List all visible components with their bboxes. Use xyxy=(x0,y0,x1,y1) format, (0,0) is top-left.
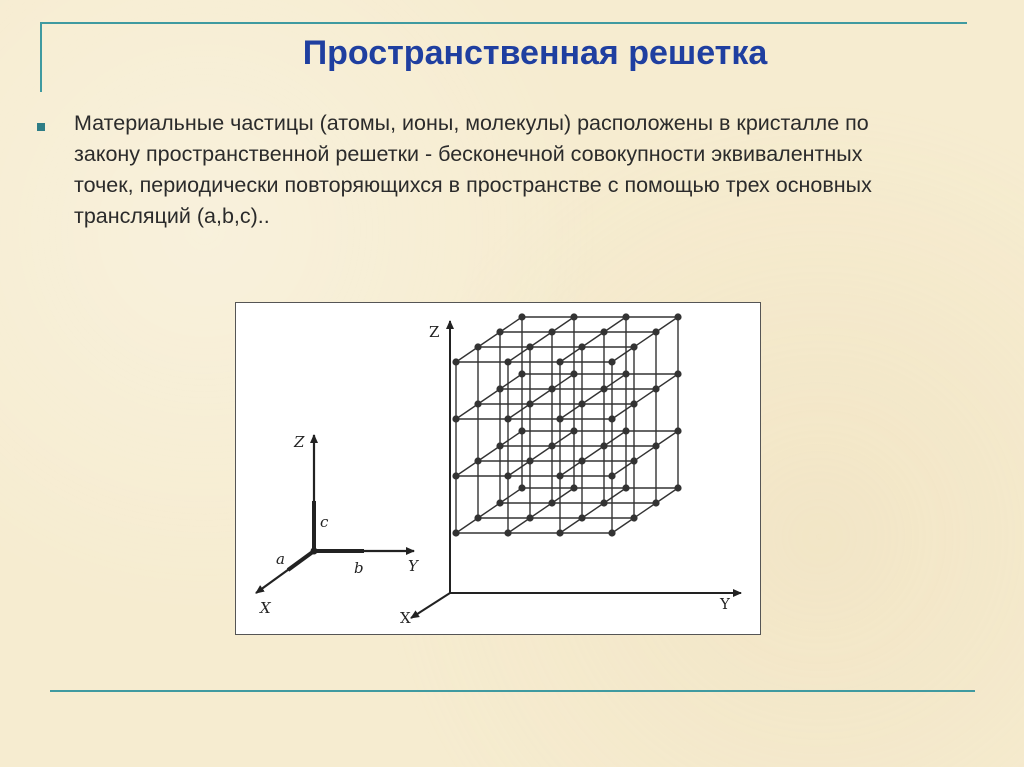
lattice-node xyxy=(548,499,555,506)
lattice-bond xyxy=(508,347,530,362)
lattice-node xyxy=(630,400,637,407)
lattice-node xyxy=(578,343,585,350)
lattice-node xyxy=(496,442,503,449)
lattice-bond xyxy=(500,374,522,389)
lattice-axes xyxy=(411,321,741,618)
lattice-node xyxy=(600,385,607,392)
bullet-square-icon xyxy=(37,123,45,131)
lattice-node xyxy=(556,472,563,479)
lattice-node xyxy=(548,328,555,335)
lattice-bond xyxy=(604,374,626,389)
lattice-node xyxy=(518,370,525,377)
basis-c-label: c xyxy=(320,513,329,531)
lattice-bond xyxy=(508,518,530,533)
lattice-node xyxy=(496,328,503,335)
a-vector xyxy=(288,551,314,570)
lattice-bond xyxy=(582,389,604,404)
lattice-bond xyxy=(478,389,500,404)
origin-point xyxy=(311,548,318,555)
lattice-node xyxy=(452,529,459,536)
lattice-node xyxy=(474,457,481,464)
lattice-bond xyxy=(560,347,582,362)
lattice-node xyxy=(630,514,637,521)
lattice-bond xyxy=(604,431,626,446)
basis-x-label: X xyxy=(260,599,271,617)
lattice-node xyxy=(570,427,577,434)
basis-y-label: Y xyxy=(408,557,418,575)
lattice-node xyxy=(504,529,511,536)
lattice-bond xyxy=(656,431,678,446)
lattice-node xyxy=(474,400,481,407)
lattice-bond xyxy=(456,518,478,533)
lattice-bond xyxy=(634,332,656,347)
lattice-node xyxy=(622,484,629,491)
lattice-bond xyxy=(508,461,530,476)
lattice-figure xyxy=(235,302,761,635)
lattice-node xyxy=(548,385,555,392)
lattice-bond xyxy=(612,404,634,419)
lattice-bond xyxy=(552,431,574,446)
lattice-node xyxy=(526,343,533,350)
lattice-node xyxy=(474,343,481,350)
lattice-bond xyxy=(612,461,634,476)
lattice-node xyxy=(526,400,533,407)
lattice-node xyxy=(578,457,585,464)
lattice-bond xyxy=(530,503,552,518)
lattice-grid xyxy=(452,313,681,536)
lattice-node xyxy=(674,427,681,434)
lattice-bond xyxy=(560,404,582,419)
lattice-node xyxy=(608,415,615,422)
lattice-node xyxy=(474,514,481,521)
lattice-bond xyxy=(582,446,604,461)
lattice-node xyxy=(674,484,681,491)
lattice-bond xyxy=(530,389,552,404)
lattice-bond xyxy=(560,518,582,533)
lattice-node xyxy=(504,415,511,422)
lattice-node xyxy=(556,358,563,365)
lattice-node xyxy=(674,370,681,377)
slide-paragraph: Материальные частицы (атомы, ионы, молекулы) расположены в кристалле по закону пространственной решетки - бесконечной совокупности эквивалентных точек, периодически повторяющихся в пространстве с помощью трех основных трансляций (a,b,c).. xyxy=(74,111,872,228)
lattice-bond xyxy=(560,461,582,476)
lattice-bond xyxy=(478,446,500,461)
lattice-bond xyxy=(478,503,500,518)
lattice-node xyxy=(526,457,533,464)
lattice-node xyxy=(496,385,503,392)
lattice-node xyxy=(630,343,637,350)
lattice-node xyxy=(674,313,681,320)
lattice-bond xyxy=(634,446,656,461)
lattice-bond xyxy=(612,347,634,362)
lattice-x-label: X xyxy=(400,609,411,627)
lattice-node xyxy=(622,370,629,377)
lattice-node xyxy=(652,499,659,506)
lattice-node xyxy=(556,529,563,536)
lattice-node xyxy=(578,514,585,521)
top-divider xyxy=(40,22,967,24)
lattice-node xyxy=(452,415,459,422)
lattice-bond xyxy=(656,488,678,503)
lattice-bond xyxy=(634,389,656,404)
lattice-bond xyxy=(500,317,522,332)
lattice-bond xyxy=(456,404,478,419)
lattice-bond xyxy=(552,317,574,332)
lattice-bond xyxy=(604,488,626,503)
lattice-bond xyxy=(582,503,604,518)
lattice-node xyxy=(570,313,577,320)
lattice-bond xyxy=(530,446,552,461)
lattice-node xyxy=(570,484,577,491)
lattice-bond xyxy=(604,317,626,332)
lattice-y-label: Y xyxy=(720,595,730,613)
lattice-node xyxy=(518,313,525,320)
lattice-node xyxy=(578,400,585,407)
lattice-bond xyxy=(500,431,522,446)
lattice-bond xyxy=(552,488,574,503)
lattice-diagram xyxy=(236,303,762,636)
lattice-node xyxy=(504,472,511,479)
basis-z-label: Z xyxy=(294,433,305,451)
lattice-bond xyxy=(634,503,656,518)
lattice-node xyxy=(622,313,629,320)
lattice-bond xyxy=(656,317,678,332)
lattice-bond xyxy=(582,332,604,347)
lattice-node xyxy=(526,514,533,521)
lattice-node xyxy=(608,472,615,479)
lattice-node xyxy=(652,442,659,449)
lattice-bond xyxy=(530,332,552,347)
lattice-node xyxy=(608,529,615,536)
lattice-node xyxy=(556,415,563,422)
lattice-node xyxy=(496,499,503,506)
lattice-bond xyxy=(478,332,500,347)
lattice-node xyxy=(452,472,459,479)
lattice-node xyxy=(600,499,607,506)
lattice-bond xyxy=(508,404,530,419)
lattice-node xyxy=(518,484,525,491)
lattice-z-label: Z xyxy=(429,323,440,341)
lattice-node xyxy=(600,328,607,335)
lattice-bond xyxy=(612,518,634,533)
lattice-bond xyxy=(552,374,574,389)
lattice-node xyxy=(452,358,459,365)
lattice-node xyxy=(570,370,577,377)
lattice-node xyxy=(600,442,607,449)
lattice-bond xyxy=(456,347,478,362)
lattice-node xyxy=(608,358,615,365)
basis-b-label: b xyxy=(354,559,364,577)
lattice-node xyxy=(630,457,637,464)
lattice-node xyxy=(504,358,511,365)
lattice-node xyxy=(518,427,525,434)
bottom-divider xyxy=(50,690,975,692)
lattice-node xyxy=(622,427,629,434)
basis-axes xyxy=(256,435,414,593)
lattice-node xyxy=(652,328,659,335)
slide-title: Пространственная решетка xyxy=(302,34,768,72)
basis-a-label: a xyxy=(276,550,285,568)
lattice-bond xyxy=(500,488,522,503)
lattice-x-axis xyxy=(411,593,450,618)
lattice-bond xyxy=(656,374,678,389)
lattice-node xyxy=(652,385,659,392)
lattice-node xyxy=(548,442,555,449)
lattice-bond xyxy=(456,461,478,476)
